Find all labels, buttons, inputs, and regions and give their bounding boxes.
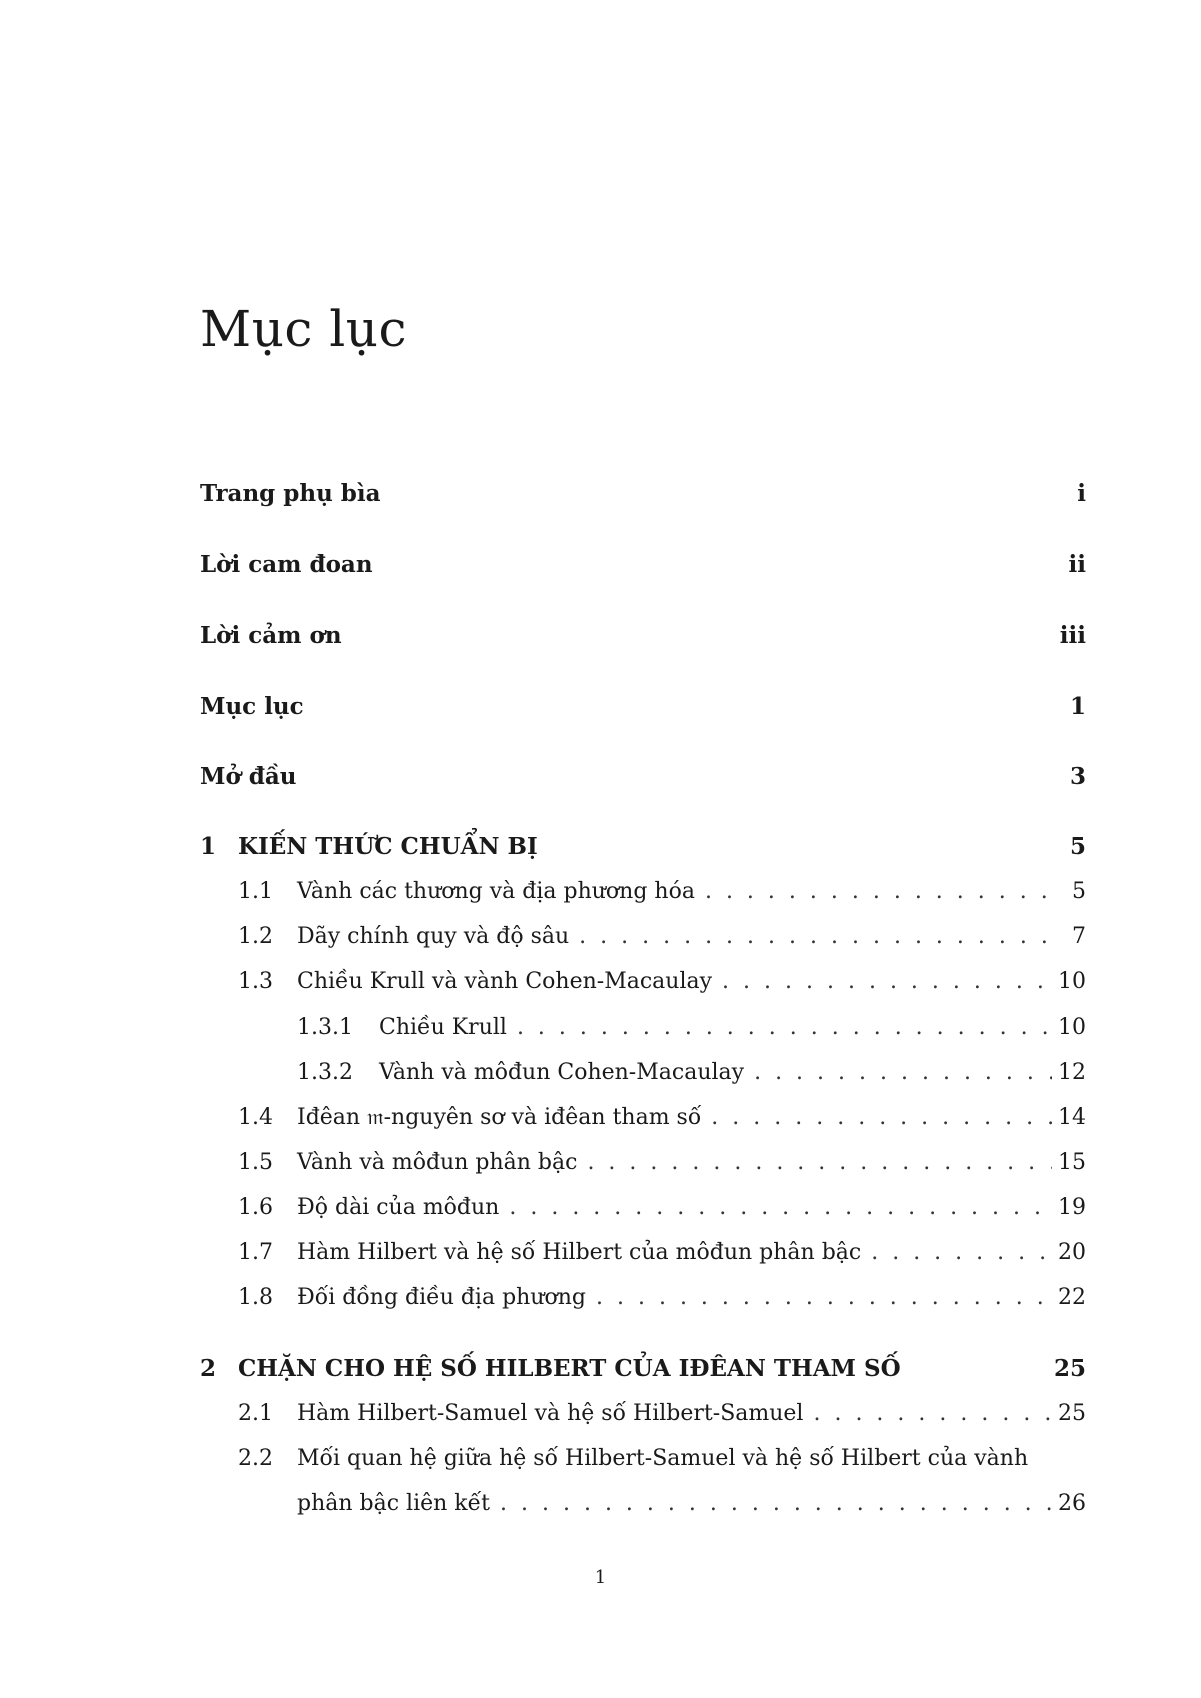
section-number: 1.5 [238, 1150, 273, 1175]
section-title: Đối đồng điều địa phương [297, 1285, 586, 1310]
page-number: 1 [594, 1567, 607, 1588]
toc-section[interactable] [200, 1285, 1086, 1325]
subsection-page: 12 [1058, 1060, 1086, 1085]
toc-section-continuation[interactable] [200, 1491, 1086, 1531]
section-page: 20 [1058, 1240, 1086, 1265]
section-page: 7 [1072, 924, 1086, 949]
toc-entry-title: Mục lục [200, 693, 304, 720]
section-number: 1.7 [238, 1240, 273, 1265]
section-title-line1: Mối quan hệ giữa hệ số Hilbert-Samuel và hệ số Hilbert của vành [297, 1446, 1029, 1471]
toc-chapter[interactable] [200, 1355, 1086, 1395]
toc-entry[interactable] [200, 763, 1086, 803]
section-number: 1.2 [238, 924, 273, 949]
section-page: 10 [1058, 969, 1086, 994]
toc-section[interactable] [200, 1240, 1086, 1280]
section-title: Hàm Hilbert và hệ số Hilbert của môđun phân bậc [297, 1240, 862, 1265]
toc-section[interactable] [200, 1195, 1086, 1235]
section-number: 1.3 [238, 969, 273, 994]
toc-entry-title: Lời cam đoan [200, 551, 373, 578]
toc-entry-title: Trang phụ bìa [200, 480, 381, 507]
dot-leader [711, 1105, 1052, 1130]
toc-entry[interactable] [200, 551, 1086, 591]
toc-section[interactable] [200, 969, 1086, 1009]
chapter-title: CHẶN CHO HỆ SỐ HILBERT CỦA IĐÊAN THAM SỐ [238, 1355, 901, 1382]
section-number: 1.6 [238, 1195, 273, 1220]
dot-leader [705, 879, 1054, 904]
dot-leader [587, 1150, 1052, 1175]
toc-section[interactable] [200, 924, 1086, 964]
toc-entry-page: 1 [1069, 693, 1086, 720]
section-title: Hàm Hilbert-Samuel và hệ số Hilbert-Samuel [297, 1401, 804, 1426]
section-number: 1.4 [238, 1105, 273, 1130]
toc-subsection[interactable] [200, 1060, 1086, 1100]
dot-leader [722, 969, 1052, 994]
section-page: 26 [1058, 1491, 1086, 1516]
dot-leader [754, 1060, 1052, 1085]
chapter-number: 1 [200, 833, 217, 860]
subsection-title: Vành và môđun Cohen-Macaulay [379, 1060, 745, 1085]
chapter-title: KIẾN THỨC CHUẨN BỊ [238, 833, 538, 860]
section-title: Vành và môđun phân bậc [297, 1150, 578, 1175]
page-title: Mục lục [200, 300, 407, 358]
section-page: 14 [1058, 1105, 1086, 1130]
dot-leader [500, 1491, 1052, 1516]
toc-entry[interactable] [200, 622, 1086, 662]
toc-entry-title: Lời cảm ơn [200, 622, 342, 649]
chapter-page: 25 [1053, 1355, 1086, 1382]
toc-entry-page: 3 [1069, 763, 1086, 790]
section-page: 25 [1058, 1401, 1086, 1426]
subsection-number: 1.3.2 [297, 1060, 353, 1085]
section-title: Vành các thương và địa phương hóa [297, 879, 695, 904]
section-title: Độ dài của môđun [297, 1195, 500, 1220]
toc-section[interactable] [200, 879, 1086, 919]
chapter-page: 5 [1069, 833, 1086, 860]
dot-leader [579, 924, 1054, 949]
dot-leader [509, 1195, 1052, 1220]
section-page: 15 [1058, 1150, 1086, 1175]
toc-section[interactable] [200, 1150, 1086, 1190]
section-title: Chiều Krull và vành Cohen-Macaulay [297, 969, 713, 994]
toc-chapter[interactable] [200, 833, 1086, 873]
section-number: 2.2 [238, 1446, 273, 1471]
toc-section[interactable] [200, 1401, 1086, 1441]
subsection-page: 10 [1058, 1015, 1086, 1040]
section-number: 1.8 [238, 1285, 273, 1310]
toc-entry-page: ii [1068, 551, 1086, 578]
chapter-number: 2 [200, 1355, 217, 1382]
toc-entry-title: Mở đầu [200, 763, 297, 790]
toc-subsection[interactable] [200, 1015, 1086, 1055]
section-title: Dãy chính quy và độ sâu [297, 924, 570, 949]
toc-entry[interactable] [200, 693, 1086, 733]
section-page: 19 [1058, 1195, 1086, 1220]
toc-entry-page: i [1077, 480, 1086, 507]
toc-entry[interactable] [200, 480, 1086, 520]
section-title-line2: phân bậc liên kết [297, 1491, 491, 1516]
dot-leader [596, 1285, 1052, 1310]
section-number: 1.1 [238, 879, 273, 904]
section-title: Iđêan 𝔪-nguyên sơ và iđêan tham số [297, 1105, 702, 1130]
section-number: 2.1 [238, 1401, 273, 1426]
toc-section[interactable] [200, 1446, 1086, 1486]
toc-section[interactable] [200, 1105, 1086, 1145]
dot-leader [517, 1015, 1052, 1040]
subsection-title: Chiều Krull [379, 1015, 507, 1040]
dot-leader [813, 1401, 1052, 1426]
dot-leader [871, 1240, 1052, 1265]
section-page: 5 [1072, 879, 1086, 904]
section-page: 22 [1058, 1285, 1086, 1310]
subsection-number: 1.3.1 [297, 1015, 353, 1040]
toc-entry-page: iii [1059, 622, 1086, 649]
